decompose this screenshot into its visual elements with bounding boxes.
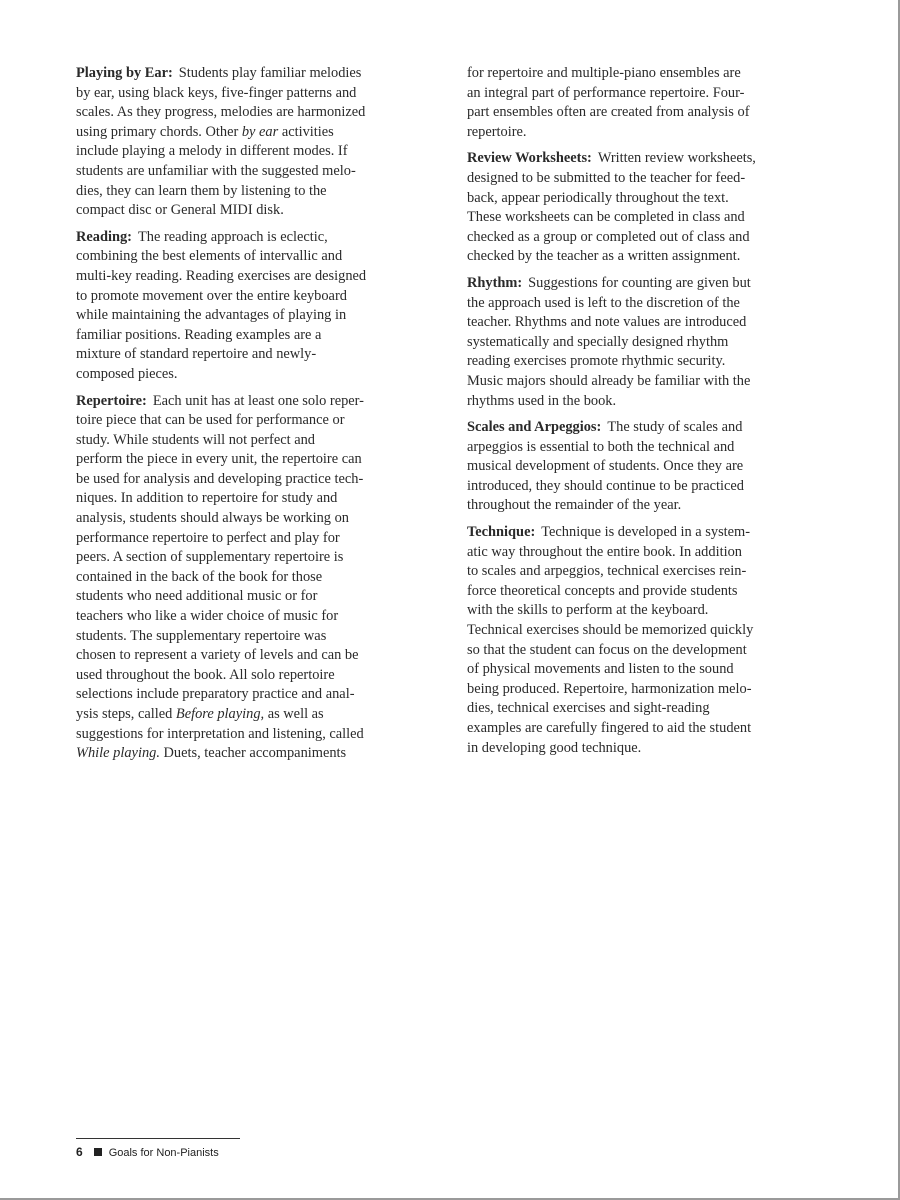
- text-line: the approach used is left to the discretion of the: [467, 294, 740, 311]
- text-line: being produced. Repertoire, harmonization melo-: [467, 680, 752, 697]
- paragraph-rhythm: [467, 274, 823, 411]
- text-line: niques. In addition to repertoire for study and: [76, 490, 338, 507]
- paragraph-repertoire: [76, 392, 440, 764]
- text-line: include playing a melody in different modes. If: [76, 143, 348, 160]
- italic-term: by ear: [241, 123, 279, 140]
- text-line: be used for analysis and developing practice tech-: [76, 470, 364, 487]
- text-line: suggestions for interpretation and listening, called: [76, 725, 364, 742]
- text-line: familiar positions. Reading examples are a: [76, 326, 322, 343]
- text-line: composed pieces.: [76, 365, 178, 382]
- text-line: mixture of standard repertoire and newly-: [76, 346, 317, 363]
- text-line: reading exercises promote rhythmic security.: [467, 353, 726, 370]
- text-line: Review Worksheets: Written review worksheets,: [467, 150, 756, 167]
- text-line: multi-key reading. Reading exercises are designed: [76, 267, 367, 284]
- text-line: so that the student can focus on the development: [467, 641, 747, 658]
- paragraph-reading: [76, 228, 440, 385]
- text-line: While playing. Duets, teacher accompaniments: [76, 745, 347, 762]
- text-line: repertoire.: [467, 123, 527, 140]
- text-line: introduced, they should continue to be practiced: [467, 477, 744, 494]
- square-bullet-icon: [94, 1148, 102, 1156]
- footer-section-title: Goals for Non-Pianists: [108, 1147, 219, 1159]
- text-line: peers. A section of supplementary repertoire is: [76, 549, 344, 566]
- text-line: ysis steps, called Before playing, as well as: [76, 706, 324, 722]
- text-line: throughout the remainder of the year.: [467, 497, 682, 514]
- text-line: for repertoire and multiple-piano ensembles are: [467, 65, 741, 81]
- text-line: Scales and Arpeggios: The study of scales and: [467, 419, 743, 436]
- text-line: rhythms used in the book.: [467, 392, 617, 409]
- text-line: Technique: Technique is developed in a system-: [467, 524, 751, 541]
- text-line: checked as a group or completed out of class and: [467, 228, 750, 245]
- paragraph-repertoire-continued: [467, 64, 823, 142]
- text-line: checked by the teacher as a written assignment.: [467, 248, 741, 265]
- text-line: teacher. Rhythms and note values are introduced: [467, 314, 747, 331]
- section-heading: Reading:: [76, 228, 132, 245]
- text-line: toire piece that can be used for performance or: [76, 412, 345, 429]
- section-heading: Rhythm:: [467, 274, 523, 291]
- text-line: students are unfamiliar with the suggested melo-: [76, 162, 356, 179]
- text-line: force theoretical concepts and provide students: [467, 582, 738, 599]
- text-line: part ensembles often are created from analysis of: [467, 104, 750, 121]
- text-line: selections include preparatory practice and anal-: [76, 686, 355, 703]
- right-column: [467, 64, 823, 765]
- text-line: used throughout the book. All solo repertoire: [76, 666, 335, 683]
- text-line: Rhythm: Suggestions for counting are given but: [467, 274, 751, 291]
- text-line: to promote movement over the entire keyboard: [76, 287, 347, 304]
- text-line: in developing good technique.: [467, 739, 642, 756]
- text-line: Repertoire: Each unit has at least one solo reper-: [76, 392, 364, 409]
- section-heading: Technique:: [467, 524, 536, 541]
- left-column: [76, 64, 440, 771]
- text-line: while maintaining the advantages of playing in: [76, 307, 347, 324]
- paragraph-technique: [467, 523, 823, 758]
- text-line: contained in the back of the book for those: [76, 568, 323, 585]
- text-line: study. While students will not perfect and: [76, 431, 315, 448]
- text-line: Reading: The reading approach is eclectic,: [76, 228, 328, 245]
- text-line: performance repertoire to perfect and play for: [76, 529, 340, 546]
- text-line: examples are carefully fingered to aid the student: [467, 720, 752, 736]
- text-line: systematically and specially designed rhythm: [467, 333, 729, 350]
- page-number: 6: [76, 1145, 83, 1159]
- text-line: students. The supplementary repertoire was: [76, 627, 327, 644]
- text-line: chosen to represent a variety of levels and can be: [76, 647, 359, 664]
- section-heading: Review Worksheets:: [467, 150, 592, 167]
- text-line: perform the piece in every unit, the repertoire can: [76, 451, 362, 468]
- text-line: using primary chords. Other by ear activities: [76, 123, 334, 140]
- page-footer: [76, 1138, 240, 1159]
- text-line: back, appear periodically throughout the text.: [467, 189, 729, 206]
- text-line: arpeggios is essential to both the technical and: [467, 438, 735, 455]
- text-line: to scales and arpeggios, technical exercises rein-: [467, 563, 747, 580]
- paragraph-playing-by-ear: [76, 64, 440, 221]
- text-line: teachers who like a wider choice of music for: [76, 608, 339, 625]
- text-line: Playing by Ear: Students play familiar melodies: [76, 65, 362, 81]
- text-line: These worksheets can be completed in class and: [467, 209, 745, 226]
- section-heading: Repertoire:: [76, 392, 147, 409]
- text-line: Music majors should already be familiar with the: [467, 372, 751, 389]
- text-line: compact disc or General MIDI disk.: [76, 202, 284, 219]
- text-line: scales. As they progress, melodies are harmonized: [76, 104, 366, 121]
- section-heading: Scales and Arpeggios:: [467, 419, 602, 436]
- paragraph-scales-and-arpeggios: [467, 418, 823, 516]
- text-line: an integral part of performance repertoire. Four-: [467, 84, 745, 101]
- italic-term: Before playing,: [175, 706, 265, 722]
- text-line: dies, they can learn them by listening to the: [76, 182, 327, 199]
- text-line: Technical exercises should be memorized quickly: [467, 622, 754, 639]
- text-line: dies, technical exercises and sight-reading: [467, 700, 710, 717]
- text-line: analysis, students should always be working on: [76, 510, 349, 527]
- text-line: with the skills to perform at the keyboard.: [467, 602, 709, 619]
- italic-term: While playing.: [76, 745, 160, 762]
- text-line: combining the best elements of intervallic and: [76, 248, 343, 265]
- text-line: students who need additional music or for: [76, 588, 318, 605]
- text-line: atic way throughout the entire book. In addition: [467, 543, 742, 560]
- text-line: of physical movements and listen to the sound: [467, 661, 734, 678]
- section-heading: Playing by Ear:: [76, 65, 173, 81]
- text-line: by ear, using black keys, five-finger patterns and: [76, 84, 357, 101]
- text-line: designed to be submitted to the teacher for feed-: [467, 169, 746, 186]
- text-line: musical development of students. Once they are: [467, 458, 744, 475]
- paragraph-review-worksheets: [467, 149, 823, 267]
